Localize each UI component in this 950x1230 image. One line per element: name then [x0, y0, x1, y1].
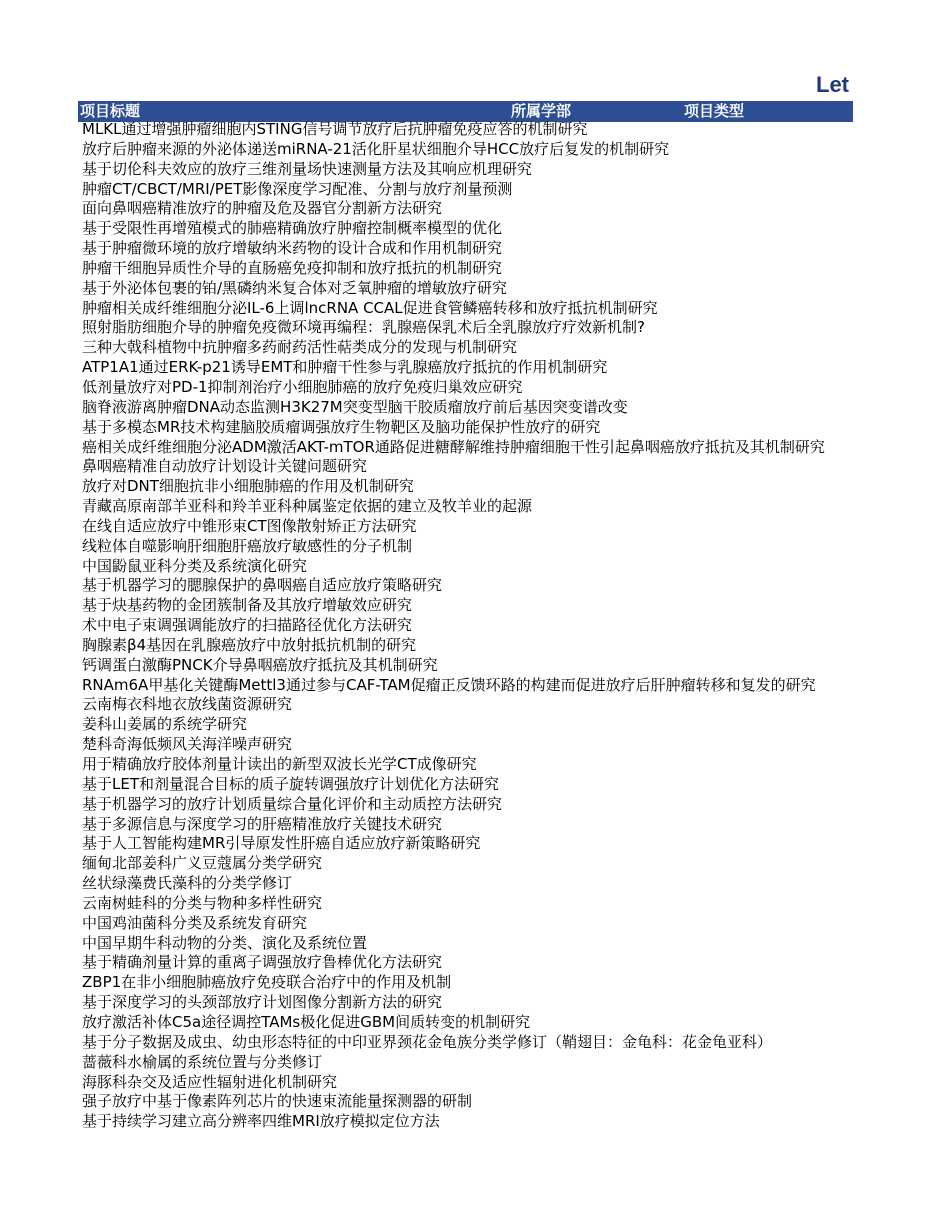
table-row: 基于切伦科夫效应的放疗三维剂量场快速测量方法及其响应机理研究	[82, 159, 533, 178]
table-row: 云南梅衣科地衣放线菌资源研究	[82, 695, 293, 714]
table-row: 在线自适应放疗中锥形束CT图像散射矫正方法研究	[82, 516, 417, 535]
table-row: 用于精确放疗胶体剂量计读出的新型双波长光学CT成像研究	[82, 755, 477, 773]
column-header-department: 所属学部	[511, 102, 572, 120]
table-header	[78, 101, 853, 122]
table-row: 基于受限性再增殖模式的肺癌精确放疗肿瘤控制概率模型的优化	[82, 219, 503, 238]
table-row: 青藏高原南部羊亚科和羚羊亚科种属鉴定依据的建立及牧羊业的起源	[82, 497, 533, 516]
table-row: 线粒体自噬影响肝细胞肝癌放疗敏感性的分子机制	[82, 536, 413, 555]
table-row: 钙调蛋白激酶PNCK介导鼻咽癌放疗抵抗及其机制研究	[82, 655, 438, 674]
table-row: 三种大戟科植物中抗肿瘤多药耐药活性萜类成分的发现与机制研究	[82, 338, 518, 357]
table-row: 鼻咽癌精准自动放疗计划设计关键问题研究	[82, 457, 368, 476]
table-row: MLKL通过增强肿瘤细胞内STING信号调节放疗后抗肿瘤免疫应答的机制研究	[82, 120, 588, 138]
table-row: 中国鼢鼠亚科分类及系统演化研究	[82, 556, 308, 575]
table-row: 放疗激活补体C5a途径调控TAMs极化促进GBM间质转变的机制研究	[82, 1012, 531, 1031]
table-row: 海豚科杂交及适应性辐射进化机制研究	[82, 1072, 338, 1091]
table-row: 蔷薇科水榆属的系统位置与分类修订	[82, 1052, 323, 1071]
table-row: 肿瘤干细胞异质性介导的直肠癌免疫抑制和放疗抵抗的机制研究	[82, 258, 503, 277]
table-row: 肿瘤相关成纤维细胞分泌IL-6上调lncRNA CCAL促进食管鳞癌转移和放疗抵抗机制研究	[82, 298, 658, 317]
column-header-type: 项目类型	[684, 102, 745, 120]
table-row: 基于多模态MR技术构建脑胶质瘤调强放疗生物靶区及脑功能保护性放疗的研究	[82, 417, 601, 436]
column-header-title: 项目标题	[80, 102, 141, 120]
table-row: 基于外泌体包裹的铂/黑磷纳米复合体对乏氧肿瘤的增敏放疗研究	[82, 278, 508, 297]
table-row: 姜科山姜属的系统学研究	[82, 715, 248, 734]
project-title-list	[82, 120, 856, 1132]
table-row: 胸腺素β4基因在乳腺癌放疗中放射抵抗机制的研究	[82, 635, 417, 654]
table-row: 云南树蛙科的分类与物种多样性研究	[82, 893, 323, 912]
table-row: ZBP1在非小细胞肺癌放疗免疫联合治疗中的作用及机制	[82, 973, 452, 992]
table-row: 基于持续学习建立高分辨率四维MRI放疗模拟定位方法	[82, 1112, 440, 1131]
table-row: 中国鸡油菌科分类及系统发育研究	[82, 913, 308, 932]
table-row: RNAm6A甲基化关键酶Mettl3通过参与CAF-TAM促瘤正反馈环路的构建而促进放疗后肝肿瘤转移和复发的研究	[82, 675, 816, 694]
table-row: 基于多源信息与深度学习的肝癌精准放疗关键技术研究	[82, 814, 443, 833]
table-row: 肿瘤CT/CBCT/MRI/PET影像深度学习配准、分割与放疗剂量预测	[82, 179, 513, 198]
table-row: 癌相关成纤维细胞分泌ADM激活AKT-mTOR通路促进糖酵解维持肿瘤细胞干性引起鼻咽癌放疗抵抗及其机制研究	[82, 437, 825, 456]
table-row: 基于LET和剂量混合目标的质子旋转调强放疗计划优化方法研究	[82, 774, 499, 793]
table-row: 基于人工智能构建MR引导原发性肝癌自适应放疗新策略研究	[82, 834, 481, 853]
table-row: ATP1A1通过ERK-p21诱导EMT和肿瘤干性参与乳腺癌放疗抵抗的作用机制研究	[82, 358, 608, 377]
table-row: 术中电子束调强调能放疗的扫描路径优化方法研究	[82, 616, 413, 635]
table-row: 基于深度学习的头颈部放疗计划图像分割新方法的研究	[82, 993, 443, 1012]
table-row: 放疗后肿瘤来源的外泌体递送miRNA-21活化肝星状细胞介导HCC放疗后复发的机制研究	[82, 139, 670, 158]
table-row: 基于机器学习的腮腺保护的鼻咽癌自适应放疗策略研究	[82, 576, 443, 595]
table-row: 楚科奇海低频风关海洋噪声研究	[82, 735, 293, 754]
table-row: 面向鼻咽癌精准放疗的肿瘤及危及器官分割新方法研究	[82, 199, 443, 218]
table-row: 脑脊液游离肿瘤DNA动态监测H3K27M突变型脑干胶质瘤放疗前后基因突变谱改变	[82, 397, 628, 416]
table-row: 中国早期牛科动物的分类、演化及系统位置	[82, 933, 368, 952]
table-row: 基于炔基药物的金团簇制备及其放疗增敏效应研究	[82, 596, 413, 615]
corner-label: Let	[816, 72, 849, 97]
table-row: 照射脂肪细胞介导的肿瘤免疫微环境再编程：乳腺癌保乳术后全乳腺放疗疗效新机制?	[82, 318, 645, 337]
table-row: 缅甸北部姜科广义豆蔻属分类学研究	[82, 854, 323, 873]
table-row: 丝状绿藻费氏藻科的分类学修订	[82, 874, 293, 893]
table-row: 低剂量放疗对PD-1抑制剂治疗小细胞肺癌的放疗免疫归巢效应研究	[82, 377, 523, 396]
table-row: 基于精确剂量计算的重离子调强放疗鲁棒优化方法研究	[82, 953, 443, 972]
table-row: 基于机器学习的放疗计划质量综合量化评价和主动质控方法研究	[82, 794, 503, 813]
table-row: 放疗对DNT细胞抗非小细胞肺癌的作用及机制研究	[82, 477, 414, 496]
table-row: 基于分子数据及成虫、幼虫形态特征的中印亚界颈花金龟族分类学修订（鞘翅目：金龟科：花金龟亚科）	[82, 1032, 773, 1051]
table-row: 基于肿瘤微环境的放疗增敏纳米药物的设计合成和作用机制研究	[82, 239, 503, 258]
table-row: 强子放疗中基于像素阵列芯片的快速束流能量探测器的研制	[82, 1092, 473, 1111]
